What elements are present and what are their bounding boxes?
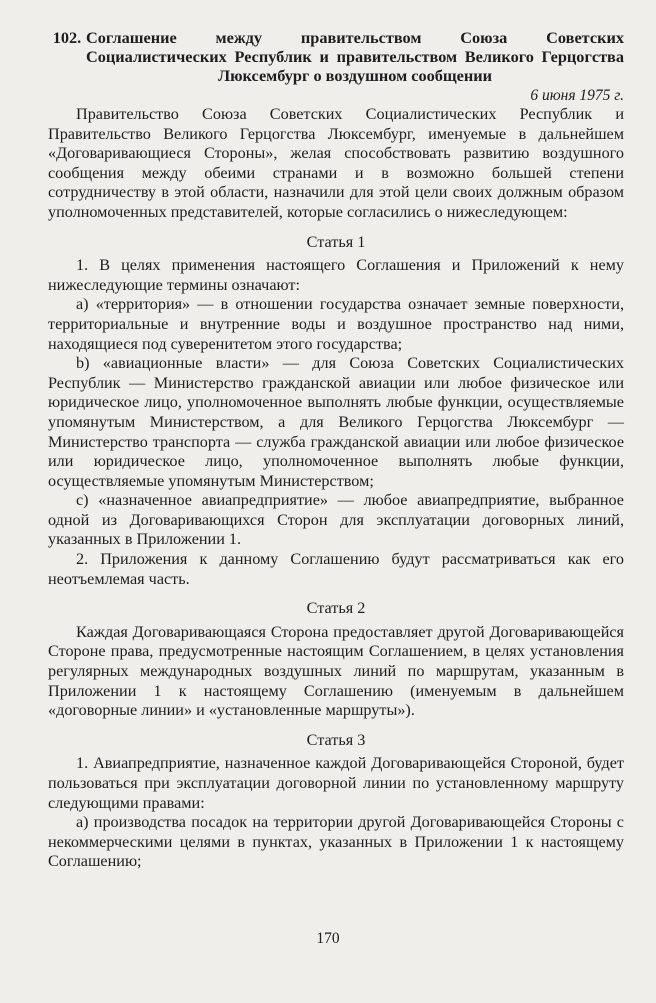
document-title: Соглашение между правительством Союза Советских Социалистических Республик и правительством Великого Герцогства Люксембург о воздушном сообщении bbox=[86, 28, 624, 85]
article-3-item-a: а) производства посадок на территории другой Договаривающейся Стороны с некоммерческими целями в пунктах, указанных в Приложении 1 к настоящему Соглашению; bbox=[48, 813, 624, 871]
page-number: 170 bbox=[316, 930, 340, 947]
article-3-title: Статья 3 bbox=[306, 730, 366, 749]
document-date: 6 июня 1975 г. bbox=[530, 87, 624, 104]
article-2-title: Статья 2 bbox=[306, 599, 366, 618]
article-1-paragraph-1: 1. В целях применения настоящего Соглашения и Приложений к нему нижеследующие термины означают: bbox=[48, 256, 624, 294]
preamble-paragraph: Правительство Союза Советских Социалистических Республик и Правительство Великого Герцогства Люксембург, именуемые в дальнейшем «Договаривающиеся Стороны», желая способствовать развитию воздушного сообщения между обеими странами и в возможно большей степени сотрудничеству в этой области, назначили для этой цели своих должным образом уполномоченных представителей, которые согласились о нижеследующем: bbox=[48, 105, 624, 221]
document-body bbox=[48, 105, 624, 872]
article-1-item-c: с) «назначенное авиапредприятие» — любое авиапредприятие, выбранное одной из Договаривающихся Сторон для эксплуатации договорных линий, указанных в Приложении 1. bbox=[48, 491, 624, 549]
article-1-item-b: b) «авиационные власти» — для Союза Советских Социалистических Республик — Министерство гражданской авиации или любое физическое или юридическое лицо, уполномоченное выполнять любые функции, осуществляемые упомянутым Министерством, а для Великого Герцогства Люксембург — Министерство транспорта — служба гражданской авиации или любое физическое или юридическое лицо, уполномоченное выполнять любые функции, осуществляемые упомянутым Министерством; bbox=[48, 354, 624, 490]
article-1-title: Статья 1 bbox=[306, 232, 366, 251]
article-2-paragraph-1: Каждая Договаривающаяся Сторона предоставляет другой Договаривающейся Стороне права, предусмотренные настоящим Соглашением, в целях установления регулярных международных воздушных линий по маршрутам, указанным в Приложении 1 к настоящему Соглашению (именуемым в дальнейшем «договорные линии» и «установленные маршруты»). bbox=[48, 622, 624, 720]
document-number: 102. bbox=[52, 28, 82, 47]
document-heading bbox=[48, 28, 624, 85]
article-1-item-a: а) «территория» — в отношении государства означает земные поверхности, территориальные и внутренние воды и воздушное пространство над ними, находящиеся под суверенитетом этого государства; bbox=[48, 295, 624, 353]
article-3-paragraph-1: 1. Авиапредприятие, назначенное каждой Договаривающейся Стороной, будет пользоваться при эксплуатации договорной линии по установленному маршруту следующими правами: bbox=[48, 754, 624, 812]
article-1-paragraph-2: 2. Приложения к данному Соглашению будут рассматриваться как его неотъемлемая часть. bbox=[48, 550, 624, 588]
